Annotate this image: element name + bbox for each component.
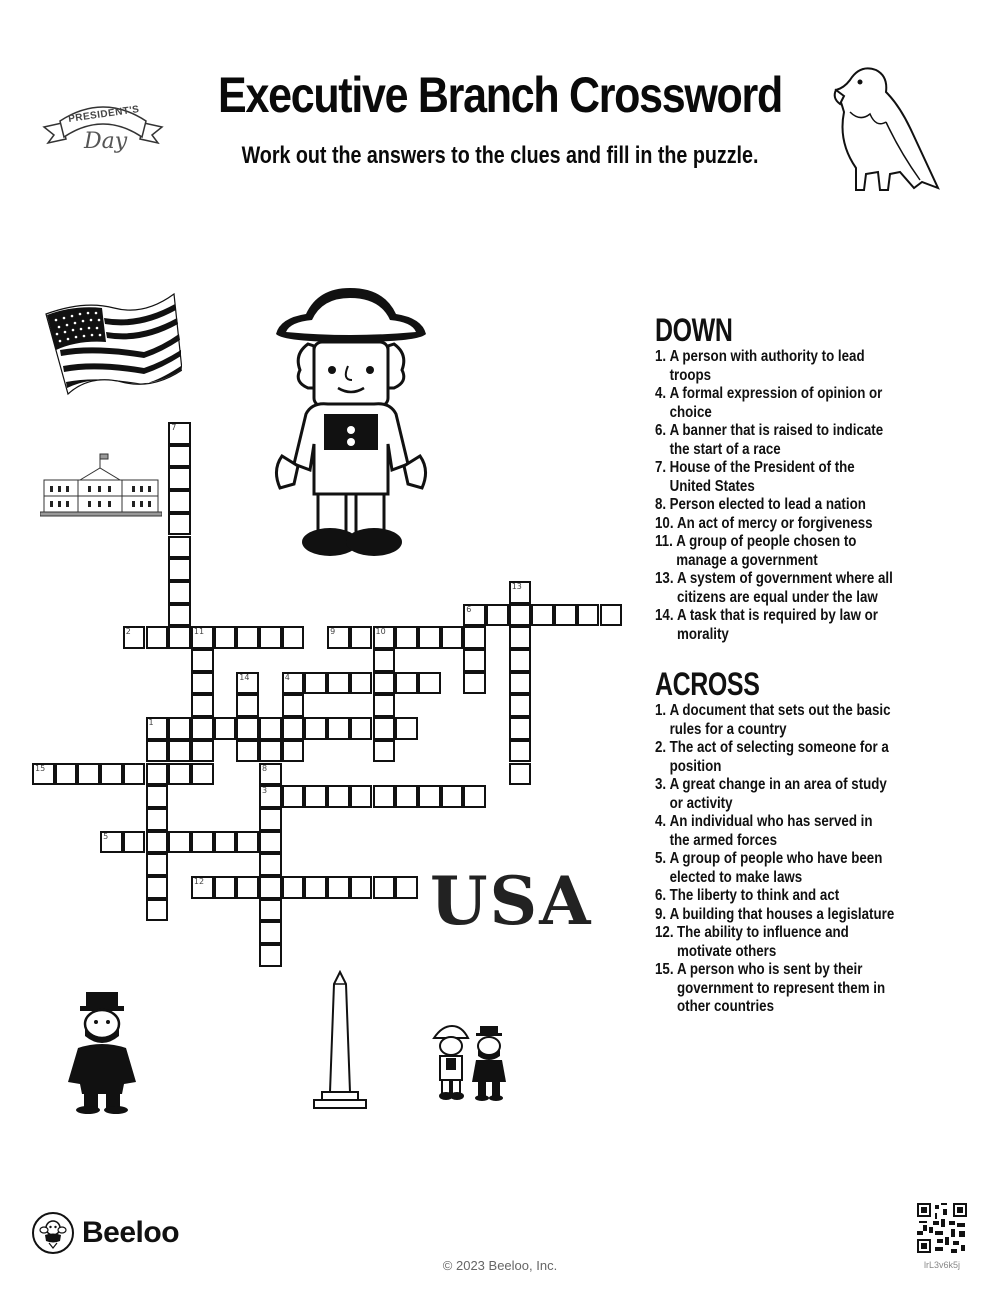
across-clue-4 (655, 813, 896, 850)
page-subtitle: Work out the answers to the clues and fill in the puzzle. (241, 142, 759, 169)
clue-number: 9. (655, 905, 667, 923)
across-clue-15 (655, 961, 896, 1017)
crossword-cell[interactable] (304, 717, 327, 740)
crossword-cell[interactable] (100, 831, 123, 854)
crossword-cell[interactable] (282, 717, 305, 740)
crossword-cell[interactable] (304, 672, 327, 695)
clue-text: The liberty to think and act (669, 887, 840, 904)
crossword-cell[interactable] (123, 763, 146, 786)
page-title: Executive Branch Crossword (218, 67, 782, 123)
crossword-cell[interactable] (168, 536, 191, 559)
crossword-cell[interactable] (191, 672, 214, 695)
crossword-cell[interactable] (259, 944, 282, 967)
down-clue-13 (655, 570, 896, 607)
crossword-cell[interactable] (304, 785, 327, 808)
down-heading: DOWN (655, 312, 733, 348)
clue-text: A formal expression of opinion or choice (669, 385, 883, 421)
crossword-cell[interactable] (146, 808, 169, 831)
crossword-cell[interactable] (259, 717, 282, 740)
crossword-cell[interactable] (350, 626, 373, 649)
crossword-cell[interactable] (486, 604, 509, 627)
crossword-cell[interactable] (55, 763, 78, 786)
crossword-cell[interactable] (509, 694, 532, 717)
across-clue-5 (655, 850, 896, 887)
clue-text: A system of government where all citizens are equal under the law (676, 570, 893, 606)
down-clue-6 (655, 422, 896, 459)
crossword-cell[interactable] (395, 785, 418, 808)
crossword-cell[interactable] (373, 717, 396, 740)
crossword-cell[interactable] (259, 899, 282, 922)
down-clue-10 (655, 515, 896, 534)
crossword-cell[interactable] (577, 604, 600, 627)
crossword-cell[interactable] (236, 740, 259, 763)
crossword-cell[interactable] (373, 740, 396, 763)
crossword-cell[interactable] (327, 626, 350, 649)
crossword-cell[interactable] (418, 672, 441, 695)
crossword-cell[interactable] (509, 649, 532, 672)
crossword-cell[interactable] (100, 763, 123, 786)
qr-code-label: lrL3v6k5j (923, 1260, 961, 1270)
badge-bottom-text: Day (84, 129, 128, 154)
clue-text: A banner that is raised to indicate the start of a race (669, 422, 884, 458)
crossword-cell[interactable] (373, 672, 396, 695)
crossword-cell[interactable] (373, 626, 396, 649)
clue-text: An individual who has served in the armed forces (669, 813, 873, 849)
crossword-cell[interactable] (554, 604, 577, 627)
crossword-cell[interactable] (236, 876, 259, 899)
crossword-cell[interactable] (282, 694, 305, 717)
cell-number: 5 (103, 831, 109, 841)
crossword-cell[interactable] (168, 581, 191, 604)
crossword-cell[interactable] (32, 763, 55, 786)
crossword-cell[interactable] (168, 717, 191, 740)
clue-number: 15. (655, 961, 674, 978)
cell-number: 13 (511, 581, 522, 591)
crossword-cell[interactable] (395, 717, 418, 740)
crossword-cell[interactable] (236, 717, 259, 740)
across-clue-2 (655, 739, 896, 776)
crossword-cell[interactable] (463, 649, 486, 672)
washington-figure-icon (268, 284, 434, 567)
beeloo-logo[interactable] (32, 1212, 179, 1254)
down-clue-1 (655, 348, 896, 385)
crossword-cell[interactable] (191, 876, 214, 899)
lincoln-figure-icon (62, 990, 142, 1119)
crossword-cell[interactable] (236, 672, 259, 695)
cell-number: 15 (35, 763, 46, 773)
clue-text: A document that sets out the basic rules for a country (669, 702, 891, 738)
crossword-cell[interactable] (168, 490, 191, 513)
crossword-cell[interactable] (259, 831, 282, 854)
crossword-cell[interactable] (168, 467, 191, 490)
crossword-cell[interactable] (191, 717, 214, 740)
crossword-cell[interactable] (259, 921, 282, 944)
clue-text: A task that is required by law or morality (676, 607, 878, 643)
crossword-cell[interactable] (259, 740, 282, 763)
clue-number: 6. (655, 422, 667, 439)
monument-icon (310, 970, 370, 1117)
crossword-cell[interactable] (77, 763, 100, 786)
cell-number: 6 (466, 604, 472, 614)
crossword-cell[interactable] (350, 717, 373, 740)
crossword-cell[interactable] (236, 626, 259, 649)
crossword-cell[interactable] (395, 876, 418, 899)
brand-name: Beeloo (82, 1216, 180, 1249)
crossword-cell[interactable] (259, 853, 282, 876)
crossword-cell[interactable] (191, 626, 214, 649)
crossword-cell[interactable] (282, 876, 305, 899)
crossword-cell[interactable] (509, 717, 532, 740)
clue-number: 12. (655, 924, 674, 941)
clue-number: 14. (655, 607, 674, 624)
cell-number: 7 (171, 423, 177, 432)
down-clue-14 (655, 607, 896, 644)
clue-text: A building that houses a legislature (669, 905, 895, 923)
crossword-cell[interactable] (304, 876, 327, 899)
clue-number: 1. (655, 702, 667, 719)
crossword-cell[interactable] (509, 672, 532, 695)
crossword-cell[interactable] (509, 581, 532, 604)
badge-top-text: PRESIDENT'S (67, 104, 141, 125)
crossword-cell[interactable] (282, 626, 305, 649)
cell-number: 11 (193, 627, 205, 637)
clue-text: The act of selecting someone for a position (669, 739, 889, 775)
clue-number: 5. (655, 850, 667, 867)
down-clue-7 (655, 459, 896, 496)
crossword-cell[interactable] (168, 558, 191, 581)
cell-number: 8 (262, 763, 268, 773)
crossword-cell[interactable] (463, 626, 486, 649)
crossword-cell[interactable] (146, 740, 169, 763)
crossword-cell[interactable] (168, 740, 191, 763)
clue-number: 8. (655, 496, 667, 513)
crossword-cell[interactable] (282, 740, 305, 763)
crossword-cell[interactable] (327, 785, 350, 808)
across-clue-1 (655, 702, 896, 739)
clue-number: 3. (655, 776, 667, 793)
crossword-cell[interactable] (123, 831, 146, 854)
crossword-cell[interactable] (509, 604, 532, 627)
crossword-cell[interactable] (146, 717, 169, 740)
crossword-cell[interactable] (463, 785, 486, 808)
qr-code-icon[interactable] (917, 1203, 967, 1253)
crossword-cell[interactable] (350, 785, 373, 808)
clue-text: The ability to influence and motivate others (676, 924, 849, 960)
clue-text: A person who is sent by their government to represent them in other countries (676, 961, 886, 1015)
clue-number: 4. (655, 385, 667, 402)
crossword-cell[interactable] (191, 831, 214, 854)
white-house-icon (40, 450, 162, 525)
crossword-cell[interactable] (373, 876, 396, 899)
crossword-cell[interactable] (168, 422, 191, 445)
crossword-cell[interactable] (146, 763, 169, 786)
crossword-cell[interactable] (282, 672, 305, 695)
crossword-cell[interactable] (146, 626, 169, 649)
crossword-cell[interactable] (191, 694, 214, 717)
eagle-icon (830, 62, 940, 203)
across-heading: ACROSS (655, 666, 760, 702)
down-clue-4 (655, 385, 896, 422)
across-clue-3 (655, 776, 896, 813)
across-clue-12 (655, 924, 896, 961)
crossword-cell[interactable] (259, 876, 282, 899)
crossword-cell[interactable] (509, 626, 532, 649)
crossword-cell[interactable] (146, 831, 169, 854)
crossword-cell[interactable] (191, 763, 214, 786)
crossword-cell[interactable] (463, 672, 486, 695)
crossword-cell[interactable] (531, 604, 554, 627)
down-clue-8 (655, 496, 896, 515)
across-clue-6 (655, 887, 896, 906)
crossword-cell[interactable] (259, 785, 282, 808)
crossword-cell[interactable] (259, 763, 282, 786)
crossword-cell[interactable] (259, 626, 282, 649)
clue-number: 10. (655, 514, 674, 532)
crossword-cell[interactable] (350, 672, 373, 695)
crossword-cell[interactable] (600, 604, 623, 627)
flag-icon (44, 290, 182, 403)
copyright-text: © 2023 Beeloo, Inc. (442, 1258, 558, 1273)
clue-text: A group of people chosen to manage a government (676, 533, 857, 569)
clue-text: A great change in an area of study or activity (669, 776, 887, 812)
down-clue-list (655, 348, 905, 644)
presidents-pair-icon (430, 1024, 514, 1107)
crossword-cell[interactable] (236, 831, 259, 854)
crossword-cell[interactable] (168, 445, 191, 468)
clue-text: An act of mercy or forgiveness (676, 514, 873, 532)
clue-text: House of the President of the United States (669, 459, 855, 495)
crossword-cell[interactable] (441, 626, 464, 649)
crossword-cell[interactable] (146, 876, 169, 899)
crossword-cell[interactable] (168, 604, 191, 627)
crossword-cell[interactable] (191, 740, 214, 763)
clue-number: 11. (655, 533, 673, 550)
cell-number: 14 (239, 672, 250, 682)
crossword-cell[interactable] (327, 717, 350, 740)
crossword-cell[interactable] (509, 740, 532, 763)
crossword-cell[interactable] (418, 785, 441, 808)
crossword-cell[interactable] (146, 853, 169, 876)
crossword-cell[interactable] (191, 649, 214, 672)
crossword-cell[interactable] (168, 763, 191, 786)
crossword-cell[interactable] (168, 626, 191, 649)
clue-number: 4. (655, 813, 667, 830)
usa-decoration: USA (430, 862, 593, 940)
crossword-cell[interactable] (509, 763, 532, 786)
crossword-cell[interactable] (327, 876, 350, 899)
crossword-cell[interactable] (373, 785, 396, 808)
clue-number: 13. (655, 570, 674, 587)
clue-text: Person elected to lead a nation (669, 496, 866, 513)
crossword-cell[interactable] (236, 694, 259, 717)
across-clue-9 (655, 906, 896, 925)
cell-number: 2 (125, 627, 131, 637)
crossword-cell[interactable] (214, 717, 237, 740)
cell-number: 4 (284, 672, 290, 682)
crossword-cell[interactable] (418, 626, 441, 649)
down-clue-11 (655, 533, 896, 570)
clue-number: 1. (655, 348, 667, 365)
clue-text: A person with authority to lead troops (669, 348, 865, 384)
cell-number: 3 (262, 786, 268, 796)
crossword-cell[interactable] (168, 831, 191, 854)
cell-number: 1 (148, 718, 154, 728)
bee-icon (32, 1212, 74, 1254)
crossword-cell[interactable] (168, 513, 191, 536)
cell-number: 10 (375, 627, 386, 637)
crossword-cell[interactable] (123, 626, 146, 649)
crossword-cell[interactable] (146, 785, 169, 808)
crossword-cell[interactable] (214, 626, 237, 649)
clue-number: 2. (655, 739, 667, 756)
crossword-cell[interactable] (214, 831, 237, 854)
crossword-cell[interactable] (214, 876, 237, 899)
clue-number: 6. (655, 887, 667, 904)
crossword-cell[interactable] (327, 672, 350, 695)
clues-panel (655, 312, 905, 1017)
crossword-cell[interactable] (259, 808, 282, 831)
clue-number: 7. (655, 459, 667, 476)
crossword-cell[interactable] (395, 626, 418, 649)
cell-number: 9 (330, 627, 336, 637)
across-clue-list (655, 702, 905, 1017)
crossword-cell[interactable] (463, 604, 486, 627)
crossword-cell[interactable] (350, 876, 373, 899)
clue-text: A group of people who have been elected to make laws (669, 850, 883, 886)
crossword-cell[interactable] (373, 694, 396, 717)
cell-number: 12 (193, 877, 205, 886)
crossword-cell[interactable] (373, 649, 396, 672)
crossword-cell[interactable] (441, 785, 464, 808)
crossword-cell[interactable] (395, 672, 418, 695)
crossword-cell[interactable] (146, 899, 169, 922)
crossword-cell[interactable] (282, 785, 305, 808)
